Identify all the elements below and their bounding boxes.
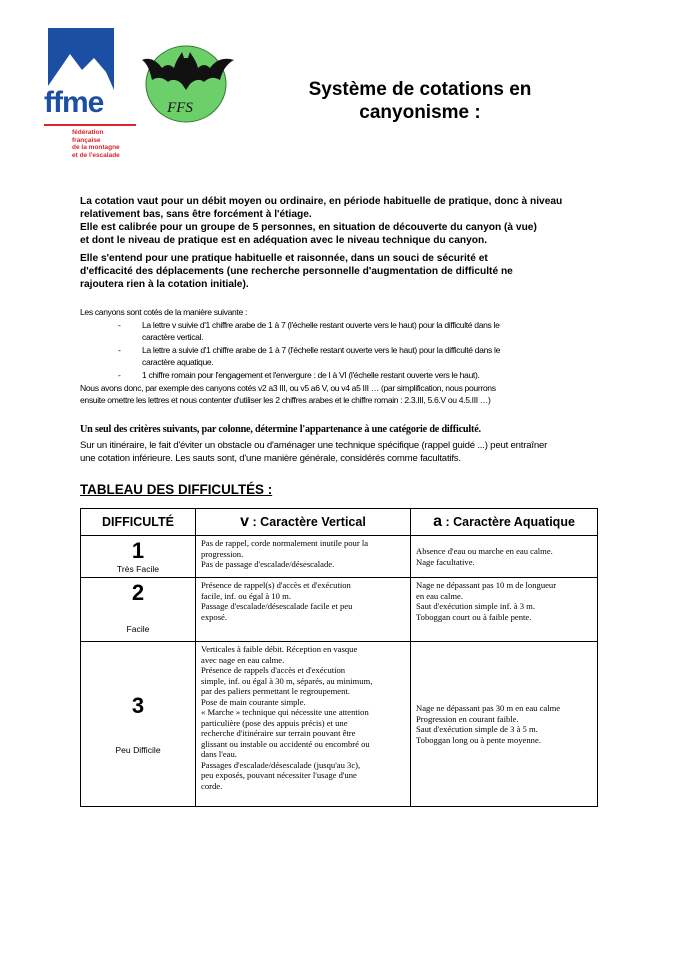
table-header-row bbox=[81, 509, 598, 536]
example-line: Nous avons donc, par exemple des canyons cotés v2 a3 III, ou v5 a6 V, ou v4 a5 III … (par simplification, nous pourrons bbox=[80, 382, 496, 393]
ffs-logo bbox=[140, 38, 236, 126]
ffme-underline bbox=[44, 124, 136, 126]
table-heading: TABLEAU DES DIFFICULTÉS : bbox=[80, 482, 273, 497]
table-row bbox=[81, 642, 598, 807]
header-vertical: v : Caractère Vertical bbox=[196, 509, 411, 536]
criteria-note: Un seul des critères suivants, par colonne, détermine l'appartenance à une catégorie de difficulté. bbox=[80, 424, 481, 435]
itinerary-note: Sur un itinéraire, le fait d'éviter un obstacle ou d'aménager une technique spécifique (rappel guidé ...) peut entraîner une cotation inférieure. Les sauts sont, d'une manière générale, considérés comme facultatifs. bbox=[80, 440, 548, 464]
header-aquatic: a : Caractère Aquatique bbox=[411, 509, 598, 536]
ffme-wordmark: ffme bbox=[44, 86, 104, 119]
intro-paragraph-1: La cotation vaut pour un débit moyen ou ordinaire, en période habituelle de pratique, donc à niveau relativement bas, sans être forcément à l'étiage. Elle est calibrée pour un groupe de 5 personnes, en situation de découverte du canyon (à vue) et dont le niveau de pratique est en adéquation avec le niveau technique du canyon. bbox=[80, 196, 563, 246]
ffs-text: FFS bbox=[167, 100, 193, 116]
header-difficulty: DIFFICULTÉ bbox=[81, 509, 196, 536]
intro-paragraph-2: Elle s'entend pour une pratique habituelle et raisonnée, dans un souci de sécurité et d'efficacité des déplacements (une recherche personnelle d'augmentation de difficulté ne rajoutera rien à la cotation initiale). bbox=[80, 253, 513, 290]
vertical-cell: Verticales à faible débit. Réception en vasque avec nage en eau calme. Présence de rappels d'accès et d'exécution simple, inf. ou égal à 30 m, séparés, au minimum, par des paliers permettant le regroupement. Pose de main courante simple. « Marche » technique qui nécessite une attention particulière (pose des appuis précis) et une recherche d'itinéraire sur terrain pouvant être glissant ou instable ou accidenté ou encombré ou dans l'eau. Passages d'escalade/désescalade (jusqu'au 3c), peu exposés, pouvant nécessiter l'usage d'une corde. bbox=[196, 642, 411, 807]
level-cell: 3 Peu Difficile bbox=[81, 642, 196, 807]
example-line: ensuite omettre les lettres et nous contenter d'utiliser les 2 chiffres arabes et le chiffre romain : 2.3.III, 5.6.V ou 4.5.III …) bbox=[80, 395, 491, 406]
difficulty-table bbox=[80, 508, 598, 807]
level-cell: 2 Facile bbox=[81, 578, 196, 642]
aquatic-cell: Nage ne dépassant pas 30 m en eau calme Progression en courant faible. Saut d'exécution simple de 3 à 5 m. Toboggan long ou à pente moyenne. bbox=[411, 642, 598, 807]
page-title: Système de cotations en canyonisme : bbox=[308, 79, 532, 123]
mountain-icon bbox=[48, 28, 114, 90]
rating-description bbox=[80, 306, 640, 407]
table-row bbox=[81, 578, 598, 642]
ffme-logo bbox=[44, 28, 144, 168]
rating-intro: Les canyons sont cotés de la manière suivante : bbox=[80, 307, 247, 317]
aquatic-cell: Absence d'eau ou marche en eau calme. Nage facultative. bbox=[411, 536, 598, 578]
ffme-subtitle: fédération française de la montagne et de l'escalade bbox=[72, 129, 120, 159]
bullet-item: - La lettre a suivie d'1 chiffre arabe de 1 à 7 (l'échelle restant ouverte vers le haut) pour la difficulté dans le caractère aquatique. bbox=[118, 344, 501, 368]
table-row bbox=[81, 536, 598, 578]
aquatic-cell: Nage ne dépassant pas 10 m de longueur en eau calme. Saut d'exécution simple inf. à 3 m. Toboggan court ou à faible pente. bbox=[411, 578, 598, 642]
vertical-cell: Pas de rappel, corde normalement inutile pour la progression. Pas de passage d'escalade/désescalade. bbox=[196, 536, 411, 578]
bullet-item: - La lettre v suivie d'1 chiffre arabe de 1 à 7 (l'échelle restant ouverte vers le haut) pour la difficulté dans le caractère vertical. bbox=[118, 319, 500, 343]
bullet-item: - 1 chiffre romain pour l'engagement et l'envergure : de I à VI (l'échelle restant ouverte vers le haut). bbox=[118, 369, 480, 380]
vertical-cell: Présence de rappel(s) d'accès et d'exécution facile, inf. ou égal à 10 m. Passage d'escalade/désescalade facile et peu exposé. bbox=[196, 578, 411, 642]
level-cell: 1 Très Facile bbox=[81, 536, 196, 578]
